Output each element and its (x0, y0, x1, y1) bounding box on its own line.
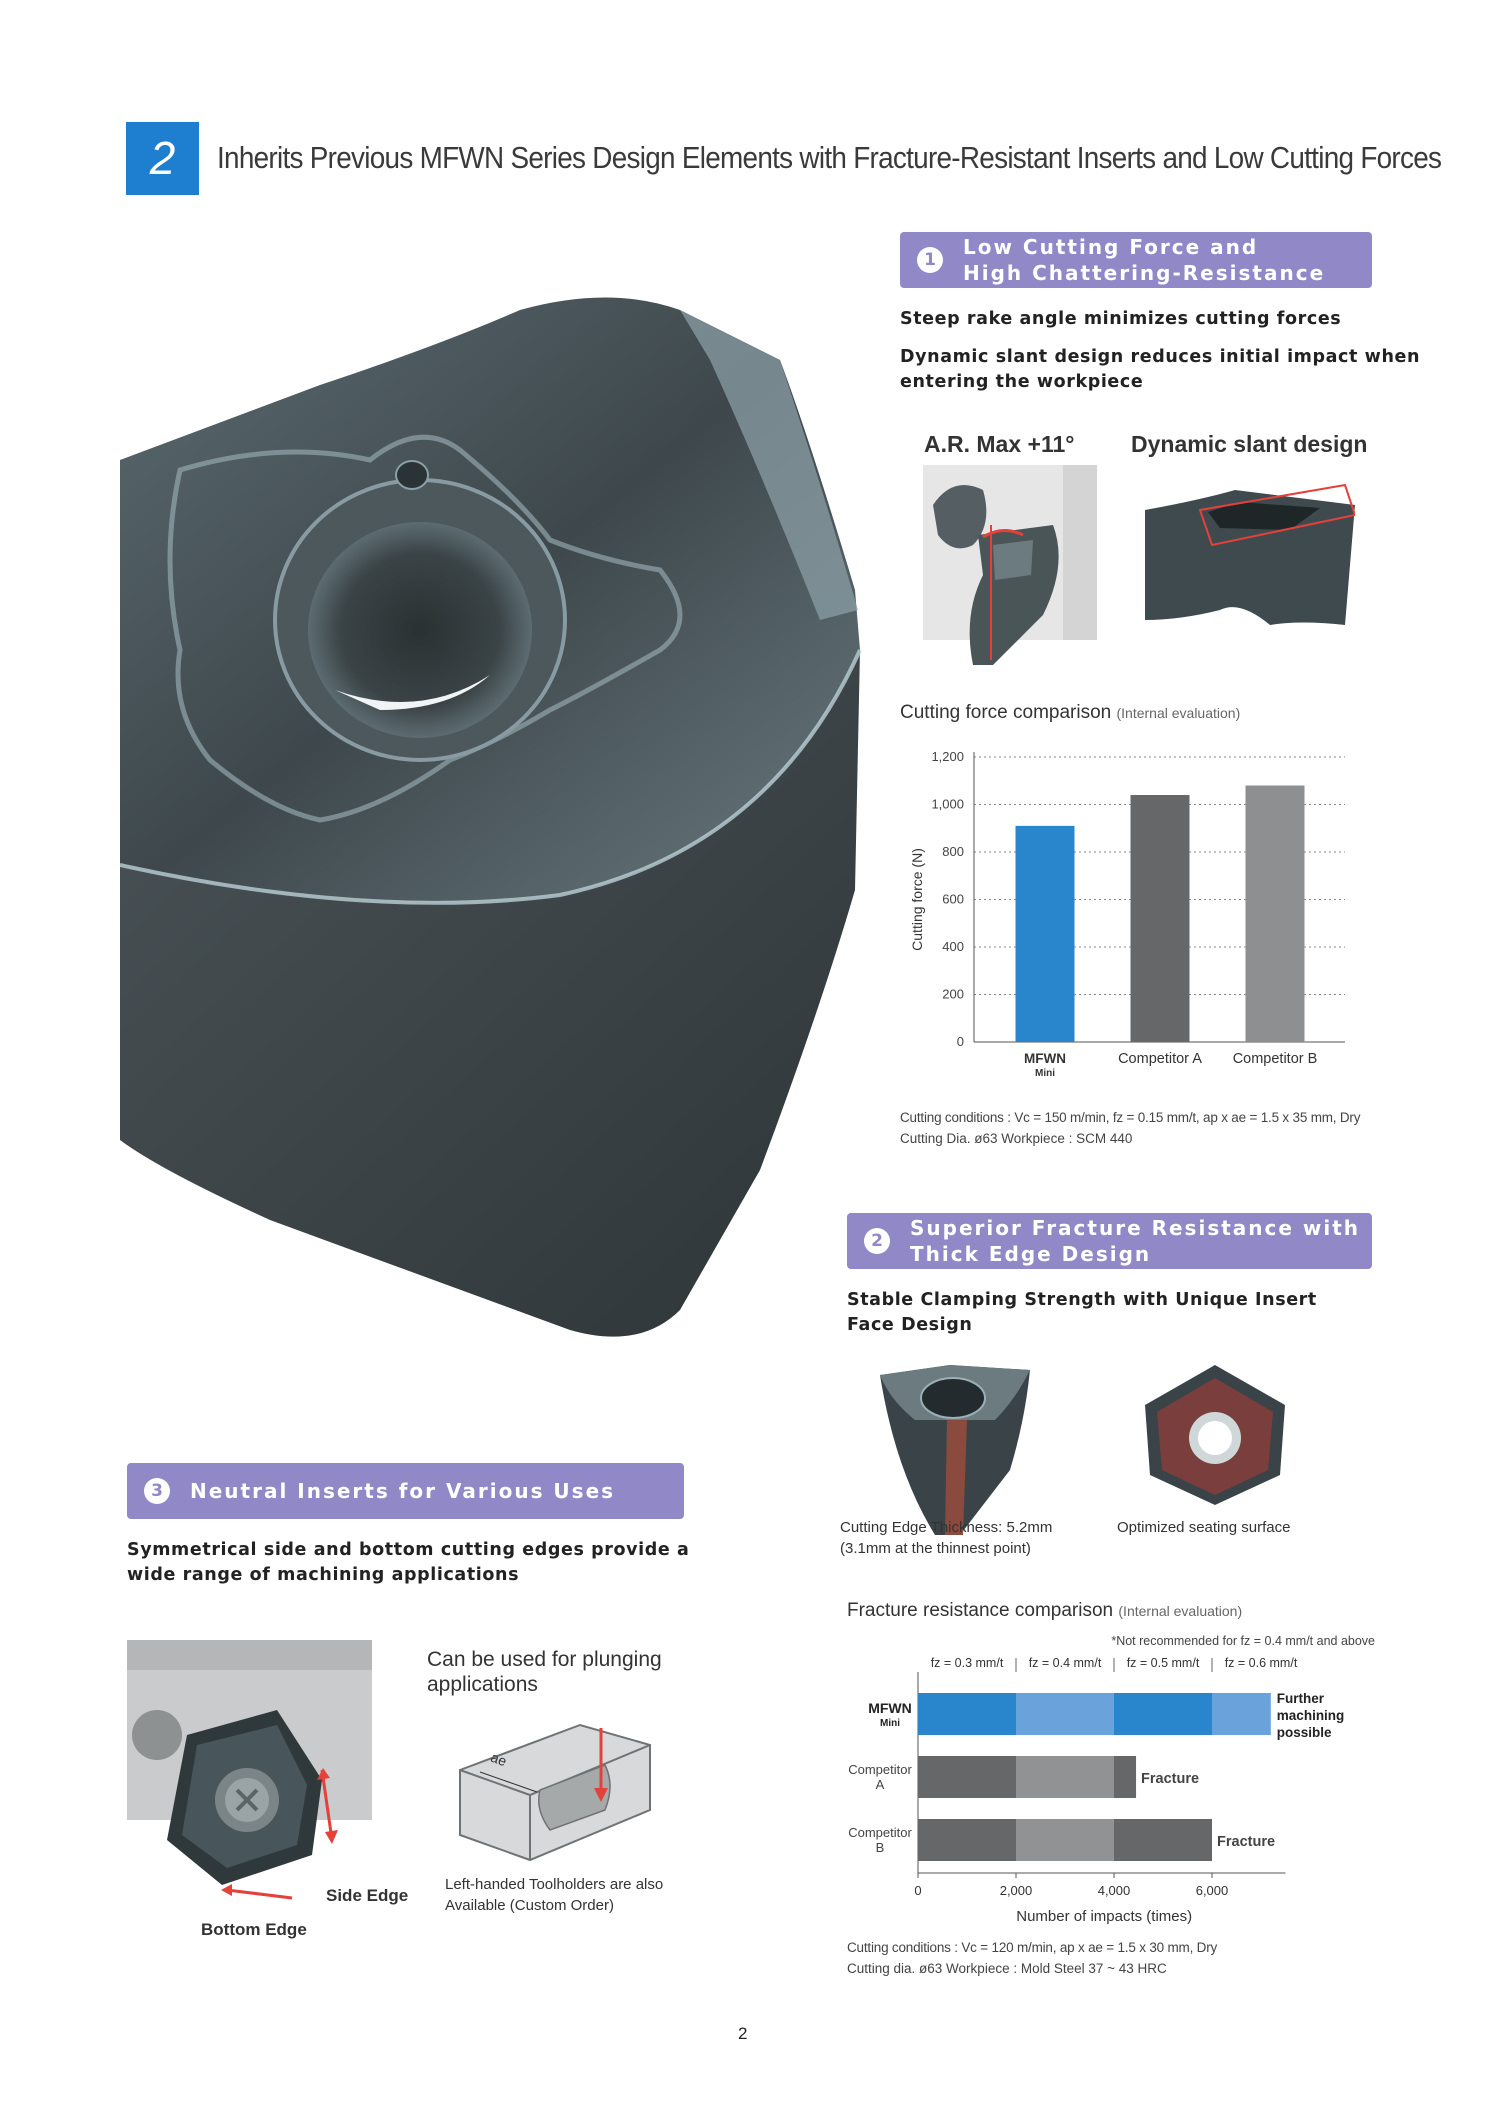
feature-3-header (127, 1463, 684, 1519)
feature-2-title-line2: Thick Edge Design (910, 1242, 1152, 1266)
chart2-bar-segment-row1 (1016, 1693, 1114, 1735)
chart2-further-label: Further (1276, 1691, 1325, 1706)
feature-3-point-line2: wide range of machining applications (127, 1565, 520, 1585)
chart2-row-label: Competitor (848, 1762, 912, 1777)
chart2-bar-segment-row3 (918, 1819, 1016, 1861)
feature-1-point-2-line2: entering the workpiece (900, 372, 1144, 392)
chart2-further-label: possible (1276, 1725, 1332, 1740)
chart1-bar-1 (1016, 826, 1075, 1042)
chart1-conditions-line1: Cutting conditions : Vc = 150 m/min, fz = 0.15 mm/t, ap x ae = 1.5 x 35 mm, Dry (900, 1110, 1361, 1125)
chart2-title: Fracture resistance comparison (847, 1600, 1114, 1621)
chart1-ytick-label: 400 (942, 939, 964, 954)
chart2-bar-segment-row3 (1114, 1819, 1212, 1861)
chart2-fracture-label-b: Fracture (1217, 1834, 1276, 1850)
chart2-bar-segment-row2 (1114, 1756, 1136, 1798)
chart2-conditions-line2: Cutting dia. ø63 Workpiece : Mold Steel 37 ~ 43 HRC (847, 1961, 1167, 1976)
chart2-fracture-label-a: Fracture (1141, 1771, 1200, 1787)
chart2-xtick-label: 6,000 (1195, 1883, 1229, 1898)
chart1-ytick-label: 600 (942, 891, 964, 907)
chart1-conditions-line2: Cutting Dia. ø63 Workpiece : SCM 440 (900, 1131, 1133, 1146)
chart1-ytick-label: 800 (942, 844, 964, 859)
chart2-row-sublabel: A (875, 1777, 885, 1792)
lefthand-note-line1: Left-handed Toolholders are also (445, 1876, 664, 1893)
fracture-resistance-chart (835, 1628, 1380, 1928)
chart2-xtick-label: 4,000 (1097, 1883, 1131, 1898)
chart1-category-sublabel: Mini (1035, 1068, 1055, 1079)
chart2-xtick-label: 2,000 (999, 1883, 1033, 1898)
chart2-fz-label: fz = 0.4 mm/t (1028, 1656, 1102, 1670)
feature-2-number: 2 (864, 1228, 890, 1254)
ae-label: ae (488, 1748, 509, 1770)
neutral-insert-illustration (127, 1640, 372, 1900)
chart2-further-label: machining (1276, 1708, 1345, 1723)
feature-1-title-line2: High Chattering-Resistance (963, 261, 1326, 285)
dynamic-slant-label: Dynamic slant design (1131, 431, 1368, 457)
bottom-edge-label: Bottom Edge (201, 1920, 307, 1939)
seating-surface-caption: Optimized seating surface (1117, 1519, 1291, 1536)
side-edge-label: Side Edge (326, 1886, 409, 1905)
chart2-bar-segment-row3 (1016, 1819, 1114, 1861)
chart1-bar-2 (1131, 795, 1190, 1042)
chart2-xtick-label: 0 (914, 1883, 922, 1898)
feature-2-title-line1: Superior Fracture Resistance with (910, 1216, 1361, 1240)
plunging-text-line1: Can be used for plunging (427, 1648, 662, 1671)
feature-2-header (847, 1213, 1372, 1269)
plunging-text-line2: applications (427, 1673, 538, 1696)
feature-3-number: 3 (144, 1478, 170, 1504)
dynamic-slant-illustration (1140, 480, 1355, 630)
chart2-fz-label: fz = 0.3 mm/t (930, 1656, 1004, 1670)
thick-edge-insert-illustration (875, 1360, 1035, 1540)
rake-angle-illustration (923, 465, 1097, 665)
chart2-note: *Not recommended for fz = 0.4 mm/t and above (1111, 1634, 1375, 1648)
chart2-heading (847, 1600, 1242, 1622)
feature-2-point-line2: Face Design (847, 1315, 973, 1335)
thick-edge-caption-line2: (3.1mm at the thinnest point) (840, 1540, 1031, 1557)
chart2-bar-segment-row1 (1212, 1693, 1271, 1735)
chart1-category-label: MFWN (1024, 1051, 1066, 1066)
feature-2-point-line1: Stable Clamping Strength with Unique Insert (847, 1290, 1317, 1310)
chart2-row-sublabel: B (875, 1840, 885, 1855)
chart2-bar-segment-row2 (1016, 1756, 1114, 1798)
chart1-ytick-label: 0 (956, 1034, 964, 1049)
chart1-ytick-label: 1,200 (931, 749, 964, 764)
feature-1-title-line1: Low Cutting Force and (963, 235, 1259, 259)
chart2-fz-label: fz = 0.6 mm/t (1224, 1656, 1298, 1670)
chart1-ytick-label: 1,000 (931, 796, 964, 812)
section-number-badge: 2 (126, 122, 199, 195)
chart1-bar-3 (1246, 786, 1305, 1043)
plunging-block-illustration (455, 1710, 655, 1870)
chart2-x-axis-label: Number of impacts (times) (1016, 1908, 1193, 1925)
chart1-title: Cutting force comparison (900, 702, 1112, 723)
chart2-bar-segment-row2 (918, 1756, 1016, 1798)
page-number: 2 (738, 2024, 748, 2043)
chart2-bar-segment-row1 (1114, 1693, 1212, 1735)
rake-angle-label: A.R. Max +11° (924, 431, 1075, 457)
chart2-row-label: MFWN (868, 1700, 912, 1716)
chart2-row-label: Competitor (848, 1825, 912, 1840)
chart1-note: (Internal evaluation) (1116, 705, 1241, 721)
chart1-category-label: Competitor A (1118, 1051, 1202, 1067)
chart2-row-sublabel: Mini (880, 1718, 900, 1729)
cutting-force-chart (900, 742, 1360, 1092)
chart2-conditions-line1: Cutting conditions : Vc = 120 m/min, ap x ae = 1.5 x 30 mm, Dry (847, 1940, 1218, 1955)
chart2-bar-segment-row1 (918, 1693, 1016, 1735)
thick-edge-caption-line1: Cutting Edge Thickness: 5.2mm (840, 1519, 1053, 1536)
chart1-heading (900, 702, 1240, 724)
chart1-category-label: Competitor B (1232, 1051, 1318, 1067)
chart2-note: (Internal evaluation) (1118, 1603, 1243, 1619)
feature-1-point-1: Steep rake angle minimizes cutting forces (900, 309, 1342, 329)
feature-3-title: Neutral Inserts for Various Uses (190, 1479, 616, 1503)
seating-surface-illustration (1135, 1360, 1295, 1510)
feature-1-point-2-line1: Dynamic slant design reduces initial impact when (900, 347, 1421, 367)
chart1-y-axis-label: Cutting force (N) (909, 848, 925, 951)
feature-1-number: 1 (917, 247, 943, 273)
feature-1-header (900, 232, 1372, 288)
large-insert-illustration (120, 290, 880, 1350)
chart2-fz-label: fz = 0.5 mm/t (1126, 1656, 1200, 1670)
section-title: Inherits Previous MFWN Series Design Elements with Fracture-Resistant Inserts and Low Cutting Forces (217, 140, 1442, 175)
feature-3-point-line1: Symmetrical side and bottom cutting edges provide a (127, 1540, 690, 1560)
lefthand-note-line2: Available (Custom Order) (445, 1897, 614, 1914)
chart1-ytick-label: 200 (942, 986, 964, 1002)
